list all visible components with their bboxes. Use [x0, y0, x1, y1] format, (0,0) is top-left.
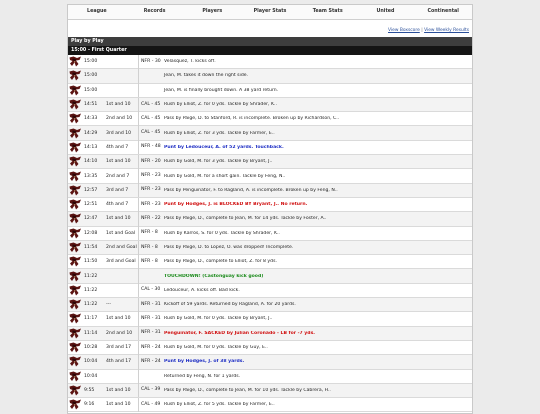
- team-logo-icon: [69, 313, 82, 324]
- play-description: TOUCHDOWN! (Castonguay kick good): [164, 273, 264, 279]
- play-time: 14:10: [84, 159, 98, 165]
- team-logo-icon: [69, 171, 82, 182]
- play-row: [68, 298, 472, 312]
- nav-item-records[interactable]: Records: [143, 9, 166, 14]
- play-row: [68, 355, 472, 369]
- play-description: Rush by Gold, M. for a short gain. Tackle by Feng, N..: [164, 173, 286, 179]
- play-ball-spot: CAL - 45: [138, 126, 163, 140]
- team-logo-icon: [69, 285, 82, 296]
- play-description: Velasquez, T. kicks off.: [164, 59, 216, 65]
- play-ball-spot: NFR - 24: [138, 341, 163, 355]
- play-time: 11:22: [84, 287, 98, 293]
- play-down: 3rd and 7: [106, 187, 129, 193]
- play-ball-spot: NFR - 23: [138, 198, 163, 212]
- play-down: 2nd and 10: [106, 116, 133, 122]
- play-row: [68, 84, 472, 98]
- play-row: [68, 227, 472, 241]
- play-down: 1st and 10: [106, 387, 131, 393]
- team-logo-icon: [69, 185, 82, 196]
- play-description: Rush by Elliot, Z. for 0 yds. Tackle by Shrader, K..: [164, 102, 277, 108]
- play-ball-spot: CAL - 45: [138, 112, 163, 126]
- page-container: [67, 4, 473, 414]
- play-row: [68, 98, 472, 112]
- play-ball-spot: CAL - 30: [138, 283, 163, 297]
- play-down: 3rd and 10: [106, 130, 132, 136]
- play-description: Rush by Gold, M. for 3 yds. Tackle by Bryant, J..: [164, 159, 273, 165]
- quarter-header: 15:00 - First Quarter: [68, 46, 472, 55]
- team-logo-icon: [69, 99, 82, 110]
- team-logo-icon: [69, 328, 82, 339]
- team-logo-icon: [69, 56, 82, 67]
- play-description: Rush by Elliot, Z. for 3 yds. Tackle by Farmer, E..: [164, 130, 275, 136]
- play-down: 3rd and Goal: [106, 259, 136, 265]
- play-ball-spot: [138, 369, 163, 383]
- team-logo-icon: [69, 356, 82, 367]
- play-description: Punt by Hodges, J. of 38 yards.: [164, 359, 245, 365]
- play-ball-spot: [138, 69, 163, 83]
- play-description: Pass by Paige, D., complete to Elliot, Z. for 8 yds.: [164, 259, 277, 265]
- play-description: Jean, M. takes it down the right side.: [164, 73, 249, 79]
- play-time: 11:17: [84, 316, 98, 322]
- team-logo-icon: [69, 85, 82, 96]
- nav-item-united[interactable]: United: [376, 9, 395, 14]
- team-logo-icon: [69, 299, 82, 310]
- play-row: [68, 184, 472, 198]
- team-logo-icon: [69, 128, 82, 139]
- team-logo-icon: [69, 371, 82, 382]
- team-logo-icon: [69, 256, 82, 267]
- play-row: [68, 269, 472, 283]
- play-down: 2nd and 7: [106, 173, 130, 179]
- play-row: [68, 169, 472, 183]
- play-time: 10:28: [84, 345, 98, 351]
- play-row: [68, 312, 472, 326]
- play-time: 11:22: [84, 273, 98, 279]
- play-down: 1st and Goal: [106, 230, 136, 236]
- play-row: [68, 255, 472, 269]
- play-ball-spot: NFR - 8: [138, 226, 163, 240]
- play-ball-spot: CAL - 39: [138, 383, 163, 397]
- play-down: 4th and 17: [106, 359, 132, 365]
- play-ball-spot: NFR - 24: [138, 355, 163, 369]
- play-row: [68, 341, 472, 355]
- play-time: 11:54: [84, 245, 98, 250]
- play-ball-spot: NFR - 31: [138, 326, 163, 340]
- team-logo-icon: [69, 156, 82, 167]
- play-list: [68, 55, 472, 412]
- play-down: ---: [106, 302, 111, 308]
- play-time: 12:47: [84, 216, 98, 222]
- play-row: [68, 384, 472, 398]
- play-description: Punt by Hodges, J. is BLOCKED BY Bryant, J.. No return.: [164, 202, 308, 208]
- play-row: [68, 212, 472, 226]
- play-time: 12:51: [84, 202, 98, 208]
- play-ball-spot: NFR - 23: [138, 169, 163, 183]
- play-row: [68, 155, 472, 169]
- play-row: [68, 69, 472, 83]
- play-description: Rush by Gold, M. for 0 yds. Tackle by Bryant, J..: [164, 316, 273, 322]
- play-row: [68, 398, 472, 412]
- play-ball-spot: NFR - 31: [138, 312, 163, 326]
- view-boxscore-link[interactable]: View Boxscore: [388, 28, 420, 33]
- play-time: 10:04: [84, 359, 98, 365]
- play-row: [68, 112, 472, 126]
- play-row: [68, 55, 472, 69]
- play-time: 9:16: [84, 402, 95, 408]
- play-row: [68, 284, 472, 298]
- team-logo-icon: [69, 113, 82, 124]
- play-ball-spot: [138, 83, 163, 97]
- play-description: Pass by Penguinator, F. to Ragland, A. is incomplete. Broken up by Feng, N..: [164, 187, 338, 193]
- play-description: Rush by Elliot, Z. for 5 yds. Tackle by Farmer, E..: [164, 402, 275, 408]
- play-row: [68, 198, 472, 212]
- play-description: Rush by Gold, M. for 0 yds. Tackle by Guy, E..: [164, 345, 268, 351]
- nav-item-continental[interactable]: Continental: [427, 9, 459, 14]
- play-ball-spot: NFR - 30: [138, 55, 163, 69]
- play-ball-spot: CAL - 49: [138, 398, 163, 412]
- play-ball-spot: [138, 269, 163, 283]
- view-weekly-results-link[interactable]: View Weekly Results: [424, 28, 469, 33]
- play-down: 1st and 10: [106, 159, 131, 165]
- play-description: Kickoff of 59 yards. Returned by Ragland, A. for 20 yards.: [164, 302, 296, 308]
- team-logo-icon: [69, 385, 82, 396]
- play-time: 12:08: [84, 230, 98, 236]
- play-description: Penguinator, F. SACKED by Julian Coronado - LB for -7 yds.: [164, 330, 316, 336]
- play-description: Punt by Ledouceur, A. of 52 yards. Touchback.: [164, 144, 284, 150]
- play-down: 2nd and Goal: [106, 245, 137, 250]
- team-logo-icon: [69, 271, 82, 282]
- play-down: 2nd and 10: [106, 330, 133, 336]
- play-description: Jean, M. is finally brought down. A 38 yard return.: [164, 87, 279, 93]
- team-logo-icon: [69, 342, 82, 353]
- play-time: 14:33: [84, 116, 98, 122]
- nav-item-team-stats[interactable]: Team Stats: [312, 9, 343, 14]
- play-ball-spot: NFR - 8: [138, 255, 163, 269]
- play-description: Returned by Feng, N. for 1 yards.: [164, 373, 241, 379]
- play-time: 15:00: [84, 87, 98, 93]
- play-down: 4th and 7: [106, 202, 129, 208]
- play-row: [68, 370, 472, 384]
- play-down: 3rd and 17: [106, 345, 132, 351]
- play-time: 13:35: [84, 173, 98, 179]
- section-title: Play by Play: [68, 37, 472, 46]
- play-time: 14:13: [84, 144, 98, 150]
- team-logo-icon: [69, 242, 82, 253]
- play-row: [68, 241, 472, 255]
- play-time: 10:04: [84, 373, 98, 379]
- play-ball-spot: NFR - 23: [138, 183, 163, 197]
- play-description: Pass by Paige, D. to Lopez, O. was dropped! Incomplete.: [164, 245, 294, 250]
- play-time: 15:00: [84, 73, 98, 79]
- team-logo-icon: [69, 142, 82, 153]
- play-down: 4th and 7: [106, 144, 129, 150]
- play-ball-spot: NFR - 31: [138, 298, 163, 312]
- team-logo-icon: [69, 199, 82, 210]
- play-time: 11:50: [84, 259, 98, 265]
- play-description: Pass by Paige, D. to Stanford, R. is incomplete. Broken up by Richardson, C..: [164, 116, 340, 122]
- play-row: [68, 126, 472, 140]
- results-links: [68, 25, 472, 37]
- play-description: Rush by Karros, S. for 0 yds. Tackle by Shrader, K..: [164, 230, 280, 236]
- link-separator: |: [421, 28, 423, 33]
- nav-item-player-stats[interactable]: Player Stats: [253, 9, 287, 14]
- play-time: 14:29: [84, 130, 98, 136]
- play-down: 1st and 10: [106, 102, 131, 108]
- play-time: 14:51: [84, 102, 98, 108]
- team-logo-icon: [69, 70, 82, 81]
- play-description: Pass by Paige, D., complete to Jean, M. for 10 yds. Tackle by Cabrera, H..: [164, 387, 331, 393]
- team-logo-icon: [69, 228, 82, 239]
- play-row: [68, 141, 472, 155]
- play-description: Pass by Paige, D., complete to Jean, M. for 14 yds. Tackle by Foster, A..: [164, 216, 327, 222]
- play-ball-spot: NFR - 8: [138, 241, 163, 255]
- nav-item-players[interactable]: Players: [202, 9, 223, 14]
- play-down: 1st and 10: [106, 402, 131, 408]
- play-ball-spot: NFR - 20: [138, 155, 163, 169]
- play-time: 12:57: [84, 187, 98, 193]
- team-logo-icon: [69, 213, 82, 224]
- play-time: 11:22: [84, 302, 98, 308]
- nav-item-league[interactable]: League: [87, 9, 107, 14]
- play-description: Ledouceur, A. kicks off. Bad kick.: [164, 287, 240, 293]
- play-row: [68, 327, 472, 341]
- play-down: 1st and 10: [106, 316, 131, 322]
- play-ball-spot: CAL - 45: [138, 98, 163, 112]
- play-time: 9:55: [84, 387, 95, 393]
- play-down: 1st and 10: [106, 216, 131, 222]
- play-ball-spot: NFR - 48: [138, 140, 163, 154]
- play-time: 15:00: [84, 59, 98, 65]
- play-time: 11:14: [84, 330, 98, 336]
- play-ball-spot: NFR - 22: [138, 212, 163, 226]
- top-nav: [68, 5, 472, 20]
